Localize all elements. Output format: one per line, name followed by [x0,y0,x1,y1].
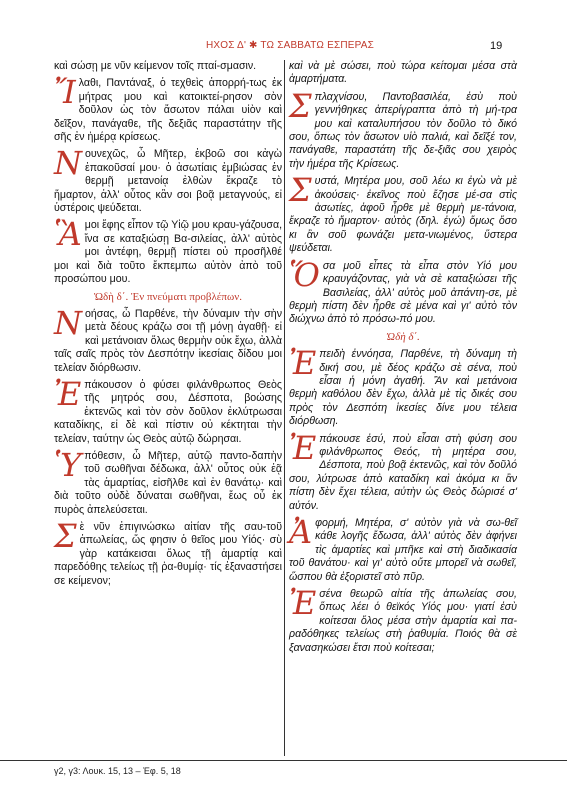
troparion [54,517,282,588]
ode-heading: Ὠδὴ δ΄. Ἐν πνεύματι προβλέπων. [94,290,242,303]
drop-cap-initial: Ἐ [289,428,317,467]
troparion-text: πόθεσιν, ὦ Μῆτερ, αὐτῷ παντο-δαπὴν τοῦ σωθῆναι δέδωκα, ἀλλ' οὗτος οὐκ ἐᾷ τὰς ἁμαρτίας, εἰσῆλθε καὶ ἐν θανάτῳ· καὶ διὰ τοῦτο οὐδὲ δύναται σωθῆναι, ἕως οὗ ἐκ πυρὸς ἀπελεύσεται. [54,449,282,516]
troparion-text: πάκουσε ἐσύ, ποὺ εἶσαι στὴ φύση σου φιλάνθρωπος Θεός, τὴ μητέρα σου, Δέσποτα, ποὺ βοᾷ ἐκτενῶς, καὶ τὸν δοῦλό σου, λύτρωσε ἀπὸ καταδίκη καὶ ἀκόμα κι ἂν πίστη δὲν ἔχει τέλεια, αὐτὴν ὡς Θεὸς δώρισέ σ' αὐτόν. [289,432,517,512]
drop-cap-initial: Σ [289,86,312,125]
drop-cap-initial: Ὅ [289,255,320,294]
troparion-text: ὲ νῦν ἐπιγινώσκω αἰτίαν τῆς σαυ-τοῦ ἀπωλείας, ὥς φησιν ὁ θεῖος μου Υἱός· σὺ γὰρ κατάκεισαι ὅλως τῇ ἁμαρτίᾳ καὶ παρεδόθης τελείως τῇ ῥα-θυμίᾳ· τίς ἐξαναστήσει σε κείμενον; [54,521,282,587]
troparion [289,255,517,327]
drop-cap-initial: Ἀ [289,513,313,551]
troparion-text: σα μοῦ εἶπες τὰ εἶπα στὸν Υἱό μου κραυγάζοντας, γιὰ νὰ σὲ καταξιώσει τῆς Βασιλείας, ἀλλ' αὐτὸς μοῦ ἀπάντη-σε, μὲ θερμὴ πίστη δὲν ἦρθε σὲ μένα καὶ γι' αὐτὸ τὸν διώχνω ἀπὸ τὸ πρόσω-πό μου. [289,259,517,326]
ode-heading: Ὠδὴ δ΄. [386,330,420,343]
troparion [289,344,517,428]
drop-cap-initial: Ἃ [54,215,82,254]
drop-cap-initial: Ἴ [54,73,76,112]
page-header [0,40,567,54]
troparion [289,584,517,655]
footnote-rule [0,760,567,761]
drop-cap-initial: Σ [54,517,77,555]
troparion [289,428,517,513]
footnote: γ2, γ3: Λουκ. 15, 13 – Ἐφ. 5, 18 [54,766,181,776]
paragraph-text: καὶ νὰ μὲ σώσει, ποὺ τώρα κείτομαι μέσα στὰ ἁμαρτήματα. [289,60,517,86]
page-number: 19 [490,40,503,52]
troparion [54,73,282,144]
greek-original-column [54,60,282,592]
modern-translation-column [289,60,517,659]
troparion [54,374,282,446]
paragraph-text: καὶ σώσῃ με νῦν κείμενον τοῖς πταί-σμασιν. [54,60,257,72]
paragraph [289,60,517,87]
drop-cap-initial: Ἐ [289,584,317,623]
troparion [289,171,517,255]
drop-cap-initial: Ἐ [54,374,82,413]
troparion-text: μοι ἔφης εἶπον τῷ Υἱῷ μου κραυ-γάζουσα, ἵνα σε καταξιώσῃ Βα-σιλείας, ἀλλ' αὐτὸς μοι ἀντέφη, θερμῇ πίστει οὐ προσῆλθέ μοι καὶ διὰ τοῦτο ἔκπεμπω αὐτὸν ἀπὸ τοῦ προσώπου μου. [54,219,283,286]
troparion-text: φορμή, Μητέρα, σ' αὐτὸν γιὰ νὰ σω-θεῖ κάθε λογῆς ἔδωσα, ἀλλ' αὐτὸς δὲν ἀφήνει τὶς ἁμαρτίες καὶ μπῆκε καὶ στὴ διαδικασία τοῦ θανάτου· καὶ γι' αὐτὸ οὔτε μπορεῖ νὰ σωθεῖ, ὥσπου θὰ ἐξοριστεῖ στὸ πῦρ. [289,517,517,583]
troparion-text: λαθι, Παντάναξ, ὁ τεχθεὶς ἀπορρή-τως ἐκ μήτρας μου καὶ κατοικτεί-ρησον σὸν δοῦλον ὡς τὸν ἄσωτον πάλαι υἱὸν καὶ δεῖξον, πανάγαθε, τῆς δεξιᾶς παραστάτην τῆς σῆς ἐν ἡμέρᾳ κρίσεως. [54,77,282,144]
troparion [54,215,283,286]
troparion [54,303,282,375]
paragraph [54,60,282,73]
troparion-text: πλαχνίσου, Παντοβασιλέα, ἐσὺ ποὺ γεννήθηκες ἀπερίγραπτα ἀπὸ τὴ μή-τρα μου καὶ καταλυπήσου τὸν δοῦλο τὸ δικό σου, ὅπως τὸν ἄσωτον υἱὸ παλιά, καὶ δεῖξέ τον, πανάγαθε, παραστάτη τῆς δε-ξιᾶς σου χειρὸς τὴν ἡμέρα τῆς Κρίσεως. [289,90,517,170]
troparion-text: οήσας, ὦ Παρθένε, τὴν δύναμιν τὴν σὴν μετὰ δέους κράζω σοι τῇ μόνῃ ἀγαθῇ· εἰ καὶ μετάνοιαν ὅλως θερμὴν οὐκ ἔχω, ἀλλὰ ταῖς σαῖς πρὸς τὸν Δεσπότην ἱκεσίαις δίδου μοι τελείαν διόρθωσιν. [54,307,282,374]
troparion [289,513,517,584]
troparion-text: πειδὴ ἐννόησα, Παρθένε, τὴ δύναμη τὴ δική σου, μὲ δέος κράζω σὲ σένα, ποὺ εἶσαι ἡ μόνη ἀγαθή. Ἂν καὶ μετάνοια θερμὴ καθόλου δὲν ἔχω, ἀλλὰ μὲ τὶς δικές σου πρὸς τὸν Δεσπότη ἱκεσίες δίνε μου τέλεια διόρθωση. [289,348,517,428]
troparion [54,144,282,215]
troparion [289,86,517,171]
drop-cap-initial: Σ [289,171,312,210]
drop-cap-initial: Ν [54,144,82,183]
drop-cap-initial: Ἐ [289,344,317,383]
drop-cap-initial: Ν [54,303,82,342]
troparion-text: υστά, Μητέρα μου, σοῦ λέω κι ἐγὼ νὰ μὲ ἀκούσεις· ἐκεῖνος ποὺ ἔζησε μέ-σα στὶς ἀσωτίες, ἀφοῦ ἦρθε μὲ θερμὴ με-τάνοια, ἔκραζε τὸ ἥμαρτον· αὐτὸς (δηλ. ἐγώ) ὅμως ὅσο κι ἂν σοῦ φωνάζει μετα-νιωμένος, ὕστερα ψεύδεται. [289,175,517,255]
troparion-text: ουνεχῶς, ὦ Μῆτερ, ἐκβοῶ σοι κἀγὼ ἐπακοῦσαί μου· ὁ ἀσωτίαις ἐμβιώσας ἐν θερμῇ μετανοίᾳ ἐλθὼν ἔκραζε τὸ ἥμαρτον, ἀλλ' οὗτος κἂν σοι βοᾷ μεταγνούς, εἰ ὑστέροις ψεύδεται. [54,148,282,215]
troparion-text: πάκουσον ὁ φύσει φιλάνθρωπος Θεὸς τῆς μητρός σου, Δέσποτα, βοώσης ἐκτενῶς καὶ τὸν σὸν δοῦλον ἐκλύτρωσαι καταδίκης, εἰ δὲ καὶ πίστιν οὐ κέκτηται τὴν τελείαν, ταύτην ὡς Θεὸς αὐτῷ δώρησαι. [54,378,282,445]
column-divider [284,60,285,756]
troparion [54,445,282,517]
running-title: ΗΧΟΣ Δ' ✱ ΤΩ ΣΑΒΒΑΤΩ ΕΣΠΕΡΑΣ [205,40,375,51]
drop-cap-initial: Ὑ [54,445,82,484]
troparion-text: σένα θεωρῶ αἰτία τῆς ἀπωλείας σου, ὅπως λέει ὁ θεϊκός Υἱός μου· γιατί ἐσὺ κοίτεσαι ὅλος μέσα στὴν ἁμαρτία καὶ πα-ραδόθηκες τελείως στὴ ῥαθυμία. Ποιός θὰ σὲ ξανασηκώσει ἔτσι ποὺ κοίτεσαι; [289,588,517,654]
